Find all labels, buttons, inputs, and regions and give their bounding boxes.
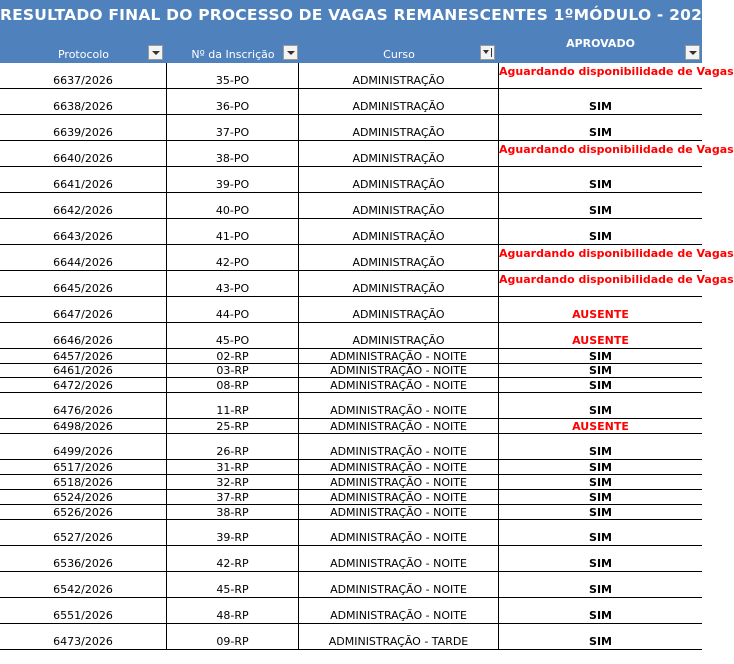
table-row — [0, 490, 702, 505]
cell-aprovado[interactable] — [499, 505, 702, 520]
cell-aprovado-text: SIM — [589, 506, 612, 519]
table-row — [0, 349, 702, 364]
cell-aprovado[interactable] — [499, 89, 702, 115]
cell-aprovado-text: Aguardando disponibilidade de Vagas — [499, 65, 734, 78]
cell-inscricao-text: 38-RP — [216, 506, 249, 519]
cell-protocolo[interactable] — [0, 598, 167, 624]
cell-curso-text: ADMINISTRAÇÃO — [352, 152, 445, 165]
cell-protocolo-text: 6641/2026 — [53, 178, 113, 191]
cell-curso-text: ADMINISTRAÇÃO — [352, 308, 445, 321]
table-row — [0, 63, 734, 89]
table-row — [0, 297, 702, 323]
cell-curso[interactable] — [299, 475, 499, 490]
table-row — [0, 393, 702, 419]
cell-curso-text: ADMINISTRAÇÃO - NOITE — [330, 609, 467, 622]
cell-inscricao-text: 02-RP — [216, 350, 249, 363]
cell-inscricao[interactable] — [167, 245, 299, 271]
cell-protocolo[interactable] — [0, 378, 167, 393]
cell-curso[interactable] — [299, 572, 499, 598]
cell-aprovado[interactable] — [499, 219, 702, 245]
cell-aprovado[interactable] — [499, 271, 734, 297]
cell-curso-text: ADMINISTRAÇÃO — [352, 178, 445, 191]
table-row — [0, 167, 702, 193]
header-curso — [299, 30, 499, 63]
table-row — [0, 520, 702, 546]
cell-curso[interactable] — [299, 378, 499, 393]
cell-aprovado[interactable] — [499, 245, 734, 271]
cell-protocolo-text: 6637/2026 — [53, 74, 113, 87]
cell-inscricao[interactable] — [167, 598, 299, 624]
cell-inscricao[interactable] — [167, 460, 299, 475]
cell-aprovado-text: SIM — [589, 635, 612, 648]
cell-curso[interactable] — [299, 364, 499, 378]
cell-curso[interactable] — [299, 434, 499, 460]
cell-protocolo[interactable] — [0, 546, 167, 572]
cell-aprovado[interactable] — [499, 520, 702, 546]
cell-protocolo[interactable] — [0, 297, 167, 323]
cell-inscricao[interactable] — [167, 89, 299, 115]
table-row — [0, 271, 734, 297]
filter-dropdown-icon[interactable] — [685, 45, 700, 60]
cell-inscricao-text: 32-RP — [216, 476, 249, 489]
sort-filter-icon[interactable] — [480, 45, 495, 60]
cell-protocolo-text: 6473/2026 — [53, 635, 113, 648]
table-row — [0, 475, 702, 490]
cell-protocolo-text: 6457/2026 — [53, 350, 113, 363]
cell-inscricao[interactable] — [167, 63, 299, 89]
cell-aprovado[interactable] — [499, 419, 702, 434]
cell-aprovado-text: SIM — [589, 583, 612, 596]
cell-protocolo-text: 6644/2026 — [53, 256, 113, 269]
cell-inscricao-text: 39-RP — [216, 531, 249, 544]
cell-protocolo-text: 6498/2026 — [53, 420, 113, 433]
cell-aprovado[interactable] — [499, 167, 702, 193]
cell-curso-text: ADMINISTRAÇÃO - NOITE — [330, 476, 467, 489]
cell-protocolo[interactable] — [0, 167, 167, 193]
table-row — [0, 323, 702, 349]
cell-inscricao-text: 37-PO — [215, 126, 250, 139]
sheet-title: RESULTADO FINAL DO PROCESSO DE VAGAS REMANESCENTES 1ºMÓDULO - 2026/1 — [0, 0, 702, 30]
cell-inscricao-text: 37-RP — [216, 491, 249, 504]
cell-curso-text: ADMINISTRAÇÃO - NOITE — [330, 531, 467, 544]
cell-curso[interactable] — [299, 193, 499, 219]
table-row — [0, 245, 734, 271]
cell-protocolo[interactable] — [0, 393, 167, 419]
cell-aprovado[interactable] — [499, 624, 702, 650]
cell-protocolo[interactable] — [0, 63, 167, 89]
filter-dropdown-icon[interactable] — [148, 45, 163, 60]
cell-aprovado-text: SIM — [589, 350, 612, 363]
cell-protocolo[interactable] — [0, 520, 167, 546]
cell-protocolo[interactable] — [0, 572, 167, 598]
cell-curso[interactable] — [299, 393, 499, 419]
cell-protocolo[interactable] — [0, 460, 167, 475]
cell-curso-text: ADMINISTRAÇÃO - NOITE — [330, 379, 467, 392]
cell-protocolo[interactable] — [0, 115, 167, 141]
cell-curso[interactable] — [299, 271, 499, 297]
cell-curso-text: ADMINISTRAÇÃO — [352, 230, 445, 243]
cell-aprovado[interactable] — [499, 115, 702, 141]
cell-curso-text: ADMINISTRAÇÃO - NOITE — [330, 461, 467, 474]
cell-curso-text: ADMINISTRAÇÃO - NOITE — [330, 583, 467, 596]
cell-aprovado-text: AUSENTE — [572, 334, 629, 347]
cell-curso-text: ADMINISTRAÇÃO - TARDE — [328, 635, 469, 648]
header-protocolo-label: Protocolo — [57, 48, 110, 61]
cell-aprovado-text: SIM — [589, 204, 612, 217]
filter-dropdown-icon[interactable] — [283, 45, 298, 60]
cell-curso[interactable] — [299, 115, 499, 141]
cell-inscricao-text: 36-PO — [215, 100, 250, 113]
cell-curso[interactable] — [299, 323, 499, 349]
cell-inscricao-text: 09-RP — [216, 635, 249, 648]
cell-protocolo[interactable] — [0, 349, 167, 364]
table-row — [0, 89, 702, 115]
cell-curso[interactable] — [299, 460, 499, 475]
cell-curso-text: ADMINISTRAÇÃO — [352, 256, 445, 269]
cell-protocolo[interactable] — [0, 434, 167, 460]
cell-curso[interactable] — [299, 490, 499, 505]
cell-inscricao[interactable] — [167, 167, 299, 193]
cell-protocolo-text: 6639/2026 — [53, 126, 113, 139]
table-row — [0, 624, 702, 650]
cell-protocolo-text: 6536/2026 — [53, 557, 113, 570]
cell-aprovado[interactable] — [499, 349, 702, 364]
cell-aprovado[interactable] — [499, 434, 702, 460]
cell-aprovado-text: SIM — [589, 404, 612, 417]
cell-aprovado[interactable] — [499, 141, 734, 167]
header-aprovado-label: APROVADO — [566, 37, 635, 50]
cell-protocolo[interactable] — [0, 193, 167, 219]
table-row — [0, 364, 702, 378]
table-row — [0, 115, 702, 141]
cell-aprovado-text: Aguardando disponibilidade de Vagas — [499, 273, 734, 286]
cell-curso-text: ADMINISTRAÇÃO - NOITE — [330, 557, 467, 570]
cell-aprovado-text: AUSENTE — [572, 308, 629, 321]
cell-inscricao-text: 25-RP — [216, 420, 249, 433]
cell-inscricao-text: 44-PO — [215, 308, 250, 321]
cell-aprovado-text: SIM — [589, 100, 612, 113]
cell-protocolo-text: 6524/2026 — [53, 491, 113, 504]
cell-aprovado-text: SIM — [589, 609, 612, 622]
cell-curso-text: ADMINISTRAÇÃO - NOITE — [330, 491, 467, 504]
cell-protocolo[interactable] — [0, 219, 167, 245]
cell-curso[interactable] — [299, 598, 499, 624]
cell-inscricao[interactable] — [167, 393, 299, 419]
header-protocolo — [0, 30, 167, 63]
cell-aprovado[interactable] — [499, 546, 702, 572]
cell-protocolo[interactable] — [0, 245, 167, 271]
table-row — [0, 193, 702, 219]
cell-inscricao[interactable] — [167, 193, 299, 219]
cell-curso[interactable] — [299, 419, 499, 434]
cell-protocolo-text: 6461/2026 — [53, 364, 113, 377]
cell-aprovado-text: SIM — [589, 364, 612, 377]
cell-inscricao-text: 43-PO — [215, 282, 250, 295]
table-row — [0, 572, 702, 598]
cell-aprovado-text: SIM — [589, 178, 612, 191]
cell-protocolo-text: 6527/2026 — [53, 531, 113, 544]
cell-curso[interactable] — [299, 167, 499, 193]
header-inscricao-label: Nº da Inscrição — [191, 48, 275, 61]
cell-inscricao-text: 26-RP — [216, 445, 249, 458]
cell-aprovado[interactable] — [499, 490, 702, 505]
table-row — [0, 378, 702, 393]
table-row — [0, 419, 702, 434]
table-header — [0, 30, 702, 63]
table-row — [0, 598, 702, 624]
cell-aprovado[interactable] — [499, 193, 702, 219]
cell-protocolo[interactable] — [0, 141, 167, 167]
table-row — [0, 505, 702, 520]
table-row — [0, 219, 702, 245]
table-row — [0, 546, 702, 572]
cell-aprovado-text: AUSENTE — [572, 420, 629, 433]
cell-aprovado-text: SIM — [589, 230, 612, 243]
cell-inscricao[interactable] — [167, 349, 299, 364]
cell-protocolo[interactable] — [0, 490, 167, 505]
cell-inscricao-text: 31-RP — [216, 461, 249, 474]
header-curso-label: Curso — [383, 48, 415, 61]
cell-inscricao[interactable] — [167, 419, 299, 434]
cell-aprovado[interactable] — [499, 572, 702, 598]
cell-aprovado-text: Aguardando disponibilidade de Vagas — [499, 143, 734, 156]
cell-inscricao[interactable] — [167, 219, 299, 245]
table-row — [0, 434, 702, 460]
cell-protocolo-text: 6542/2026 — [53, 583, 113, 596]
cell-protocolo-text: 6643/2026 — [53, 230, 113, 243]
cell-protocolo[interactable] — [0, 271, 167, 297]
cell-protocolo-text: 6638/2026 — [53, 100, 113, 113]
cell-protocolo-text: 6476/2026 — [53, 404, 113, 417]
cell-inscricao-text: 03-RP — [216, 364, 249, 377]
cell-aprovado[interactable] — [499, 393, 702, 419]
cell-inscricao[interactable] — [167, 475, 299, 490]
cell-curso-text: ADMINISTRAÇÃO — [352, 126, 445, 139]
table-row — [0, 141, 734, 167]
cell-protocolo[interactable] — [0, 475, 167, 490]
cell-curso-text: ADMINISTRAÇÃO - NOITE — [330, 420, 467, 433]
cell-protocolo[interactable] — [0, 89, 167, 115]
cell-curso-text: ADMINISTRAÇÃO — [352, 74, 445, 87]
cell-curso-text: ADMINISTRAÇÃO - NOITE — [330, 350, 467, 363]
cell-aprovado-text: SIM — [589, 445, 612, 458]
cell-protocolo-text: 6647/2026 — [53, 308, 113, 321]
cell-inscricao-text: 08-RP — [216, 379, 249, 392]
cell-protocolo-text: 6642/2026 — [53, 204, 113, 217]
cell-aprovado-text: SIM — [589, 126, 612, 139]
cell-curso[interactable] — [299, 624, 499, 650]
cell-protocolo-text: 6518/2026 — [53, 476, 113, 489]
cell-aprovado[interactable] — [499, 598, 702, 624]
cell-inscricao[interactable] — [167, 624, 299, 650]
cell-inscricao-text: 39-PO — [215, 178, 250, 191]
cell-curso[interactable] — [299, 546, 499, 572]
cell-aprovado[interactable] — [499, 297, 702, 323]
cell-protocolo-text: 6551/2026 — [53, 609, 113, 622]
cell-inscricao[interactable] — [167, 115, 299, 141]
cell-aprovado-text: SIM — [589, 491, 612, 504]
cell-protocolo-text: 6472/2026 — [53, 379, 113, 392]
cell-protocolo[interactable] — [0, 505, 167, 520]
cell-inscricao-text: 41-PO — [215, 230, 250, 243]
cell-curso-text: ADMINISTRAÇÃO — [352, 100, 445, 113]
cell-inscricao[interactable] — [167, 297, 299, 323]
cell-aprovado-text: SIM — [589, 531, 612, 544]
cell-curso-text: ADMINISTRAÇÃO — [352, 282, 445, 295]
cell-inscricao[interactable] — [167, 378, 299, 393]
cell-inscricao-text: 42-PO — [215, 256, 250, 269]
cell-inscricao-text: 45-PO — [215, 334, 250, 347]
header-inscricao — [167, 30, 299, 63]
cell-curso[interactable] — [299, 63, 499, 89]
cell-inscricao[interactable] — [167, 434, 299, 460]
cell-inscricao[interactable] — [167, 323, 299, 349]
cell-aprovado[interactable] — [499, 460, 702, 475]
cell-inscricao-text: 45-RP — [216, 583, 249, 596]
cell-inscricao[interactable] — [167, 546, 299, 572]
cell-protocolo-text: 6517/2026 — [53, 461, 113, 474]
cell-curso-text: ADMINISTRAÇÃO — [352, 204, 445, 217]
cell-curso-text: ADMINISTRAÇÃO - NOITE — [330, 404, 467, 417]
cell-inscricao-text: 48-RP — [216, 609, 249, 622]
cell-aprovado[interactable] — [499, 475, 702, 490]
cell-inscricao-text: 35-PO — [215, 74, 250, 87]
cell-aprovado[interactable] — [499, 323, 702, 349]
cell-protocolo-text: 6526/2026 — [53, 506, 113, 519]
cell-aprovado-text: SIM — [589, 557, 612, 570]
cell-curso[interactable] — [299, 89, 499, 115]
cell-inscricao[interactable] — [167, 271, 299, 297]
cell-curso-text: ADMINISTRAÇÃO — [352, 334, 445, 347]
cell-inscricao[interactable] — [167, 141, 299, 167]
header-aprovado — [499, 30, 702, 63]
cell-inscricao[interactable] — [167, 572, 299, 598]
cell-aprovado-text: Aguardando disponibilidade de Vagas — [499, 247, 734, 260]
cell-inscricao[interactable] — [167, 520, 299, 546]
cell-protocolo[interactable] — [0, 624, 167, 650]
cell-curso-text: ADMINISTRAÇÃO - NOITE — [330, 506, 467, 519]
cell-inscricao-text: 42-RP — [216, 557, 249, 570]
cell-aprovado-text: SIM — [589, 476, 612, 489]
cell-curso[interactable] — [299, 520, 499, 546]
cell-aprovado[interactable] — [499, 63, 734, 89]
cell-aprovado-text: SIM — [589, 461, 612, 474]
cell-curso[interactable] — [299, 297, 499, 323]
cell-protocolo-text: 6645/2026 — [53, 282, 113, 295]
cell-protocolo-text: 6640/2026 — [53, 152, 113, 165]
cell-curso-text: ADMINISTRAÇÃO - NOITE — [330, 364, 467, 377]
cell-aprovado-text: SIM — [589, 379, 612, 392]
cell-inscricao-text: 38-PO — [215, 152, 250, 165]
table-row — [0, 460, 702, 475]
cell-inscricao[interactable] — [167, 490, 299, 505]
cell-inscricao[interactable] — [167, 364, 299, 378]
cell-curso[interactable] — [299, 349, 499, 364]
cell-protocolo[interactable] — [0, 323, 167, 349]
cell-curso[interactable] — [299, 245, 499, 271]
cell-protocolo-text: 6499/2026 — [53, 445, 113, 458]
cell-protocolo[interactable] — [0, 419, 167, 434]
cell-inscricao-text: 11-RP — [216, 404, 249, 417]
cell-inscricao[interactable] — [167, 505, 299, 520]
table-body — [0, 63, 734, 650]
cell-aprovado[interactable] — [499, 364, 702, 378]
cell-inscricao-text: 40-PO — [215, 204, 250, 217]
cell-protocolo-text: 6646/2026 — [53, 334, 113, 347]
cell-curso-text: ADMINISTRAÇÃO - NOITE — [330, 445, 467, 458]
cell-curso[interactable] — [299, 141, 499, 167]
cell-aprovado[interactable] — [499, 378, 702, 393]
cell-curso[interactable] — [299, 505, 499, 520]
cell-curso[interactable] — [299, 219, 499, 245]
cell-protocolo[interactable] — [0, 364, 167, 378]
